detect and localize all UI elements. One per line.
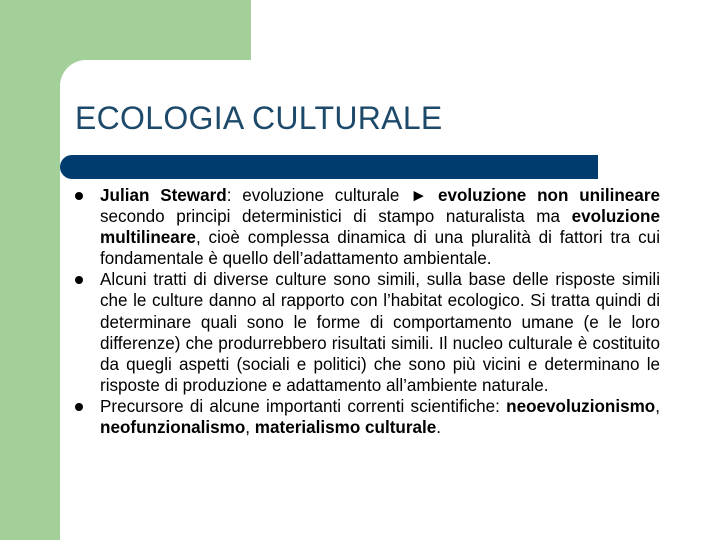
- text-segment: secondo principi deterministici di stampo naturalista ma: [100, 207, 572, 227]
- bullet-item: [72, 396, 660, 438]
- bold-text-segment: evoluzione multilineare: [100, 207, 660, 248]
- bold-text-segment: evoluzione non unilineare: [437, 186, 660, 205]
- bold-text-segment: neoevoluzionismo: [506, 396, 656, 416]
- text-segment: .: [436, 418, 442, 438]
- bold-text-segment: neofunzionalismo: [100, 418, 246, 438]
- text-segment: , cioè complessa dinamica di una pluralità di fattori tra cui fondamentale è quello dell’adattamento ambientale.: [100, 228, 660, 269]
- bullet-dot-icon: [75, 276, 83, 284]
- bullet-text: [100, 270, 660, 394]
- text-segment: : evoluzione culturale ►: [226, 186, 438, 205]
- text-segment: ,: [245, 418, 255, 438]
- bold-text-segment: Julian Steward: [100, 186, 227, 205]
- bullet-item: [72, 269, 660, 396]
- text-segment: Alcuni tratti di diverse culture sono simili, sulla base delle risposte simili che le culture danno al rapporto con l’habitat ecologico. Si tratta quindi di determinare quali sono le forme di comportamento umane (e le loro differenze) che produrrebbero risultati simili. Il nucleo culturale è costituito da quegli aspetti (sociali e politici) che sono più vicini e determinano le risposte di produzione e adattamento all’ambiente naturale.: [100, 270, 660, 395]
- title-underline-bar: [60, 155, 598, 179]
- bold-text-segment: materialismo culturale: [254, 418, 437, 438]
- bullet-text: [100, 186, 660, 268]
- bullet-dot-icon: [75, 403, 83, 411]
- bullet-dot-icon: [75, 192, 83, 200]
- decorative-green-strip: [0, 0, 60, 540]
- bullet-text: [100, 397, 660, 437]
- text-segment: ,: [655, 396, 660, 416]
- text-segment: Precursore di alcune importanti correnti scientifiche:: [100, 396, 507, 416]
- slide-title: ECOLOGIA CULTURALE: [75, 100, 443, 136]
- slide-content: [72, 185, 660, 438]
- bullet-item: [72, 185, 660, 269]
- bullet-list: [72, 185, 660, 438]
